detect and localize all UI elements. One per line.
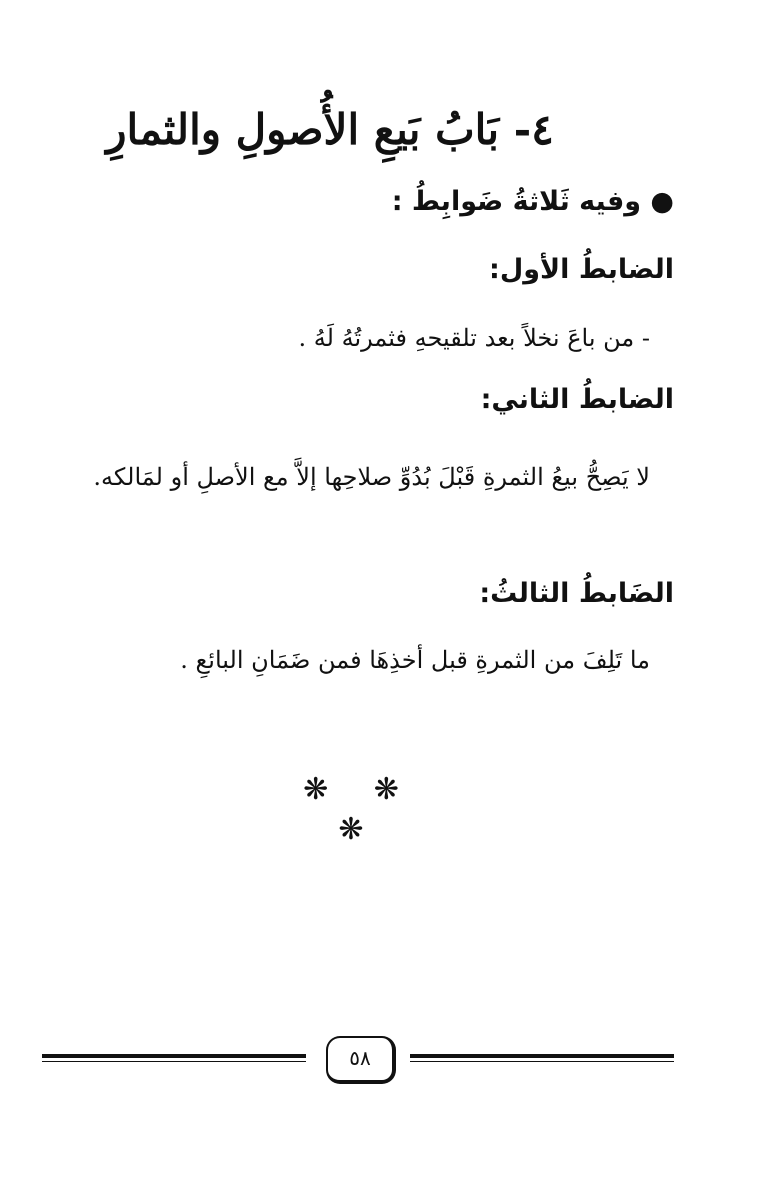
footer-rule-left <box>42 1054 306 1063</box>
chapter-title: ٤- بَابُ بَيعِ الأُصولِ والثمارِ <box>106 105 554 154</box>
intro-line: ● وفيه ثَلاثةُ ضَوابِطُ : <box>391 186 674 217</box>
section-1-heading: الضابطُ الأول: <box>489 254 674 285</box>
section-2-body: لا يَصِحُّ بيعُ الثمرةِ قَبْلَ بُدُوِّ صلاحِها إلاَّ مع الأصلِ أو لمَالكه. <box>93 463 650 491</box>
section-3-heading: الضَابطُ الثالثُ: <box>479 578 674 609</box>
section-1-body: - من باعَ نخلاً بعد تلقيحهِ فثمرتُهُ لَهُ . <box>298 324 650 352</box>
page-number: ٥٨ <box>326 1036 396 1084</box>
section-separator: ❋ ❋ ❋ <box>303 772 417 847</box>
section-2-heading: الضابطُ الثاني: <box>480 384 674 415</box>
section-3-body: ما تَلِفَ من الثمرةِ قبل أخذِهَا فمن ضَمَانِ البائعِ . <box>180 646 650 674</box>
footer-rule-right <box>410 1054 674 1063</box>
